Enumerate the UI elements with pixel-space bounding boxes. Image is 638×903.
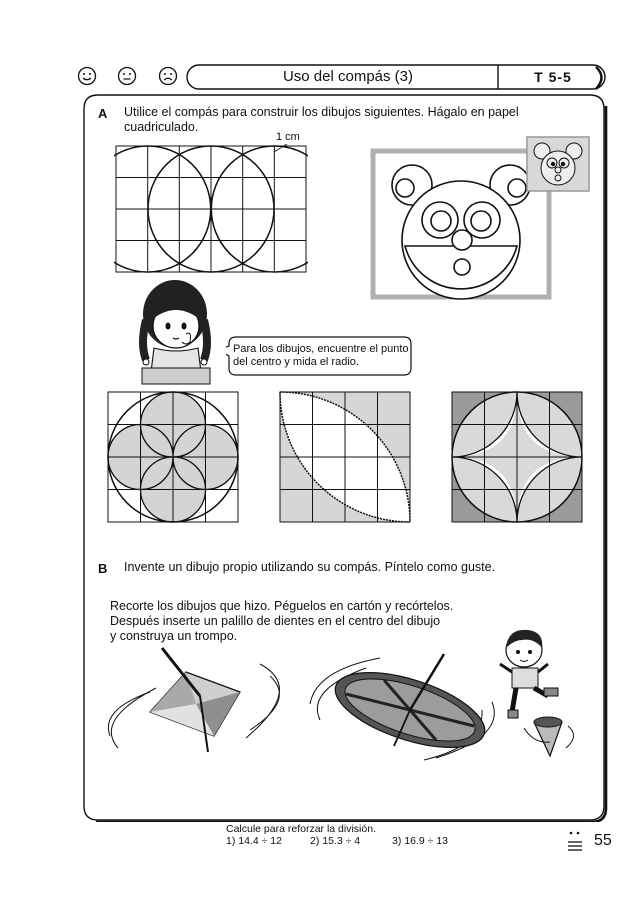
neutral-face-icon: [117, 66, 137, 86]
section-b-note-line2: Después inserte un palillo de dientes en el centro del dibujo: [110, 614, 441, 628]
section-a-instruction-line2: cuadriculado.: [124, 120, 199, 134]
smile-face-icon: [77, 66, 97, 86]
mouse-face-picture: [526, 136, 590, 192]
footer-heading: Calcule para reforzar la división.: [226, 823, 376, 835]
figure-four-petals: [106, 390, 240, 524]
scale-label: 1 cm: [276, 131, 300, 143]
figure-face-drawing: [370, 148, 552, 300]
division-problem-1: 1) 14.4 ÷ 12: [226, 835, 282, 847]
division-problem-2: 2) 15.3 ÷ 4: [310, 835, 361, 847]
section-b-note-line3: y construya un trompo.: [110, 629, 238, 643]
speech-line1: Para los dibujos, encuentre el punto: [233, 343, 409, 355]
section-a-letter: A: [98, 106, 108, 121]
page-title: Uso del compás (3): [282, 68, 414, 85]
spinning-top-disc: [306, 650, 506, 770]
figure-three-circles: [114, 144, 308, 274]
section-b-instruction: Invente un dibujo propio utilizando su compás. Píntelo como guste.: [124, 560, 496, 574]
girl-illustration: [132, 274, 218, 386]
figure-star-in-circle: [450, 390, 584, 524]
sad-face-icon: [158, 66, 178, 86]
division-problem-3: 3) 16.9 ÷ 13: [392, 835, 448, 847]
figure-lens: [278, 390, 412, 524]
section-b-letter: B: [98, 561, 108, 576]
section-a-instruction-line1: Utilice el compás para construir los dibujos siguientes. Hágalo en papel: [124, 105, 519, 119]
division-symbol-icon: [566, 830, 584, 854]
boy-with-top-illustration: [494, 626, 586, 766]
page-number: 55: [594, 832, 612, 849]
speech-line2: del centro y mida el radio.: [233, 356, 359, 368]
lesson-code: T 5-5: [534, 69, 572, 85]
section-b-note-line1: Recorte los dibujos que hizo. Péguelos en cartón y recórtelos.: [110, 599, 454, 613]
spinning-top-diamond: [100, 640, 300, 770]
